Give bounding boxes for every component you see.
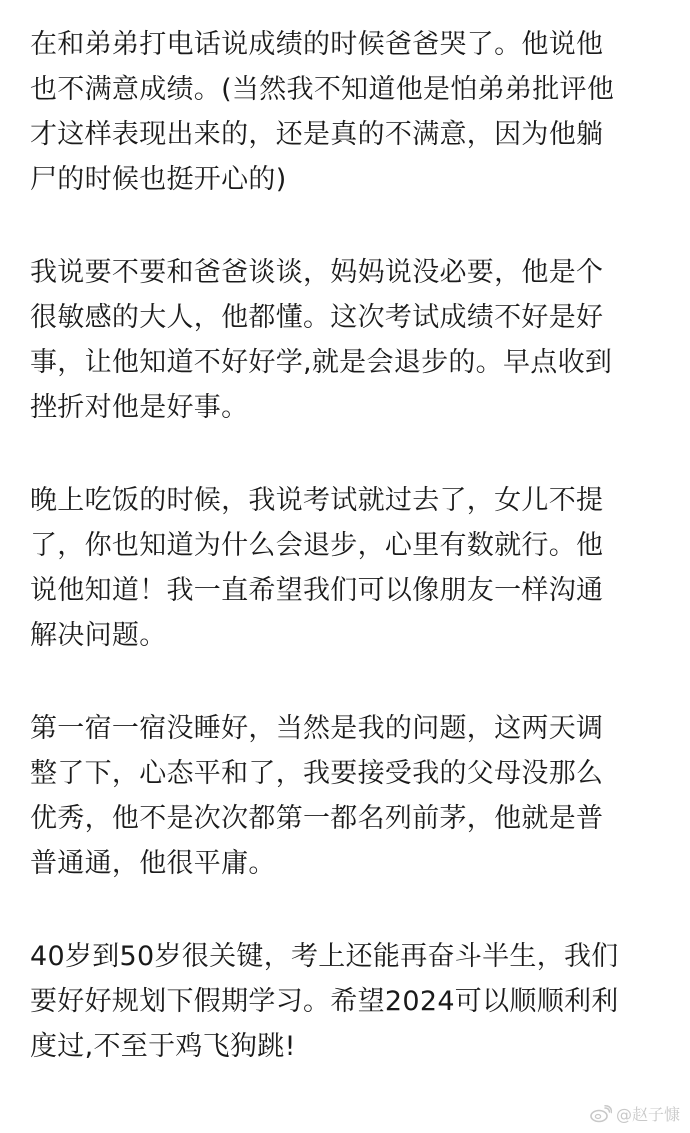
text-line: 第一宿一宿没睡好，当然是我的问题，这两天调 bbox=[30, 713, 604, 744]
text-line: 很敏感的大人，他都懂。这次考试成绩不好是好 bbox=[30, 302, 604, 333]
watermark-text: @赵子慷 bbox=[615, 1105, 680, 1124]
text-line: 也不满意成绩。(当然我不知道他是怕弟弟批评他 bbox=[30, 74, 615, 105]
text-line: 40岁到50岁很关键，考上还能再奋斗半生，我们 bbox=[30, 941, 619, 972]
text-line: 在和弟弟打电话说成绩的时候爸爸哭了。他说他 bbox=[30, 29, 604, 60]
text-line: 要好好规划下假期学习。希望2024可以顺顺利利 bbox=[30, 986, 619, 1017]
paragraph-1 bbox=[30, 22, 670, 202]
text-line: 才这样表现出来的，还是真的不满意，因为他躺 bbox=[30, 119, 604, 150]
paragraph-5 bbox=[30, 934, 670, 1069]
text-line: 优秀，他不是次次都第一都名列前茅，他就是普 bbox=[30, 803, 604, 834]
text-line: 度过,不至于鸡飞狗跳! bbox=[30, 1031, 296, 1062]
weibo-icon bbox=[590, 1105, 612, 1123]
paragraph-4 bbox=[30, 706, 670, 886]
post-body bbox=[30, 22, 670, 1117]
text-line: 整了下，心态平和了，我要接受我的父母没那么 bbox=[30, 758, 604, 789]
text-line: 尸的时候也挺开心的) bbox=[30, 164, 287, 195]
watermark bbox=[590, 1102, 680, 1125]
text-line: 晚上吃饭的时候，我说考试就过去了，女儿不提 bbox=[30, 485, 604, 516]
text-line: 解决问题。 bbox=[30, 620, 167, 651]
text-line: 事，让他知道不好好学,就是会退步的。早点收到 bbox=[30, 347, 613, 378]
text-line: 我说要不要和爸爸谈谈，妈妈说没必要，他是个 bbox=[30, 257, 604, 288]
text-line: 挫折对他是好事。 bbox=[30, 392, 249, 423]
paragraph-2 bbox=[30, 250, 670, 430]
text-line: 说他知道！我一直希望我们可以像朋友一样沟通 bbox=[30, 575, 604, 606]
paragraph-3 bbox=[30, 478, 670, 658]
text-line: 了，你也知道为什么会退步，心里有数就行。他 bbox=[30, 530, 604, 561]
text-line: 普通通，他很平庸。 bbox=[30, 848, 276, 879]
